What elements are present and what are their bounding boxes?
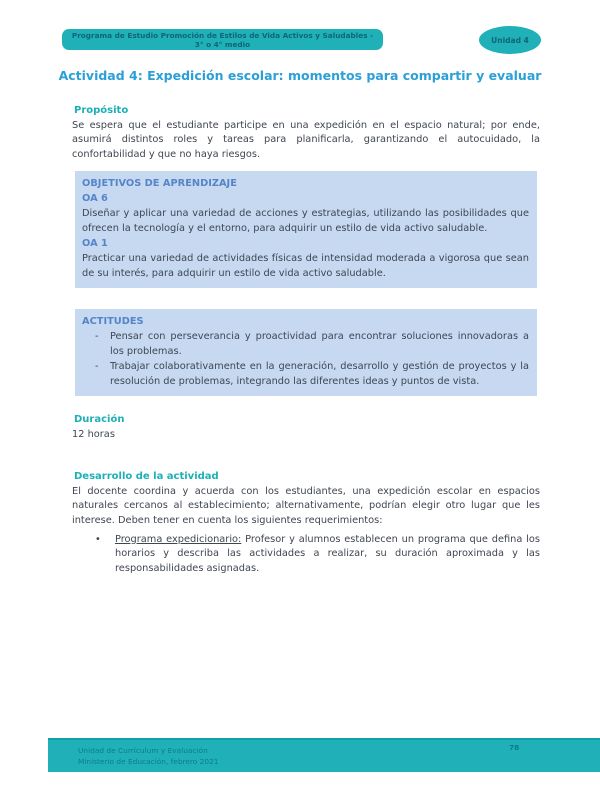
actitudes-box — [75, 309, 537, 396]
footer-org-line1: Unidad de Currículum y Evaluación — [78, 746, 208, 755]
oa-code: OA 6 — [82, 193, 108, 205]
spacer — [72, 396, 540, 413]
header-program-badge — [62, 29, 383, 50]
oa-text: Diseñar y aplicar una variedad de acciones y estrategias, utilizando las posibilidades que ofrecen la tecnología y el entorno, para adquirir un estilo de vida activo saludable. — [82, 208, 529, 235]
spacer — [72, 442, 540, 470]
proposito-heading: Propósito — [74, 105, 129, 116]
box-gap — [72, 288, 540, 300]
footer-org-line2: Ministerio de Educación, febrero 2021 — [78, 757, 219, 766]
actitud-item: - Pensar con perseverancia y proactividad para encontrar soluciones innovadoras a los problemas. — [82, 329, 529, 359]
requirement-lead: Programa expedicionario: — [115, 533, 242, 545]
objetivos-box — [75, 171, 537, 288]
actitud-item: - Trabajar colaborativamente en la generación, desarrollo y gestión de proyectos y la resolución de problemas, integrando las diferentes ideas y puntos de vista. — [82, 359, 529, 389]
unit-badge — [479, 26, 541, 54]
desarrollo-heading: Desarrollo de la actividad — [74, 471, 219, 483]
page-title: Actividad 4: Expedición escolar: momentos para compartir y evaluar — [58, 68, 542, 83]
duracion-value: 12 horas — [72, 428, 115, 440]
duracion-heading: Duración — [74, 414, 125, 426]
actitudes-heading: ACTITUDES — [82, 316, 144, 328]
requirement-item — [72, 533, 540, 577]
oa-code: OA 1 — [82, 238, 108, 250]
proposito-paragraph: Se espera que el estudiante participe en una expedición en el espacio natural; por ende, asumirá distintos roles y tareas para planificarla, garantizando el autocuidado, la confortabilidad y que no haya riesgos. — [72, 119, 540, 160]
content-column — [72, 104, 540, 576]
objetivos-heading: OBJETIVOS DE APRENDIZAJE — [82, 178, 237, 190]
page-number: 78 — [509, 743, 520, 752]
header-program-label: Programa de Estudio Promoción de Estilos de Vida Activos y Saludables - 3° o 4° medio — [71, 30, 374, 49]
requirement-text: Profesor y alumnos establecen un programa que defina los horarios y describa las actividades a realizar, su duración aproximada y las responsabilidades asignadas. — [115, 533, 540, 574]
desarrollo-intro: El docente coordina y acuerda con los estudiantes, una expedición escolar en espacios naturales cercanos al establecimiento; alternativamente, podrían elegir otro lugar que les interese. Deben tener en cuenta los siguientes requerimientos: — [72, 485, 540, 527]
unit-badge-label: Unidad 4 — [491, 35, 529, 45]
oa-text: Practicar una variedad de actividades físicas de intensidad moderada a vigorosa que sean de su interés, para adquirir un estilo de vida activo saludable. — [82, 253, 529, 280]
